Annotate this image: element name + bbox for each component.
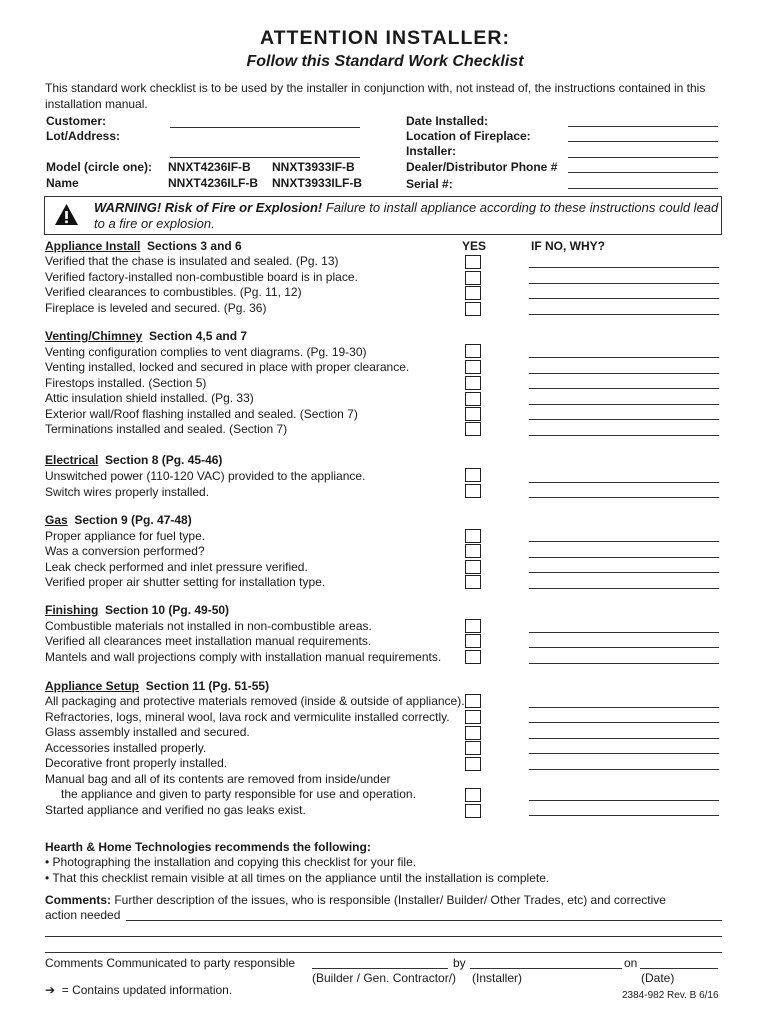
yes-checkbox[interactable] (465, 407, 481, 421)
if-no-field[interactable] (529, 388, 719, 389)
responsible-party-field[interactable] (312, 968, 448, 969)
section-heading (45, 513, 192, 527)
name-label: Name (46, 176, 79, 190)
date-installed-field[interactable] (568, 126, 718, 127)
warning-text (94, 200, 719, 232)
yes-checkbox[interactable] (465, 344, 481, 358)
section-ref: Section 10 (Pg. 49-50) (105, 603, 230, 617)
model-option[interactable]: NNXT4236IF-B (168, 160, 251, 174)
model-label: Model (circle one): (46, 160, 153, 174)
yes-checkbox[interactable] (465, 468, 481, 482)
yes-checkbox[interactable] (465, 694, 481, 708)
yes-checkbox[interactable] (465, 560, 481, 574)
checklist-item: Verified clearances to combustibles. (Pg. 11, 12) (45, 285, 302, 299)
installer-caption: (Installer) (472, 971, 523, 985)
checklist-item: Terminations installed and sealed. (Section 7) (45, 422, 288, 436)
checklist-item: Refractories, logs, mineral wool, lava rock and vermiculite installed correctly. (45, 710, 450, 724)
revision-code: 2384-982 Rev. B 6/16 (622, 990, 719, 1001)
section-ref: Section 9 (Pg. 47-48) (74, 513, 192, 527)
checklist-item: Accessories installed properly. (45, 741, 207, 755)
dealer-phone-field[interactable] (568, 172, 718, 173)
section-heading (45, 453, 222, 467)
yes-checkbox[interactable] (465, 529, 481, 543)
yes-checkbox[interactable] (465, 271, 481, 285)
section-name: Finishing (45, 603, 99, 617)
yes-checkbox[interactable] (465, 544, 481, 558)
if-no-field[interactable] (529, 435, 719, 436)
if-no-field[interactable] (529, 541, 719, 542)
checklist-item: Combustible materials not installed in non-combustible areas. (45, 619, 372, 633)
checklist-item: Proper appliance for fuel type. (45, 529, 206, 543)
yes-checkbox[interactable] (465, 422, 481, 436)
section-heading (45, 329, 247, 343)
yes-checkbox[interactable] (465, 286, 481, 300)
if-no-column-header: IF NO, WHY? (531, 239, 605, 253)
checklist-item: Decorative front properly installed. (45, 756, 228, 770)
checklist-item: Verified proper air shutter setting for installation type. (45, 575, 326, 589)
warning-icon (54, 203, 79, 226)
model-option[interactable]: NNXT4236ILF-B (168, 176, 259, 190)
section-name: Venting/Chimney (45, 329, 143, 343)
if-no-field[interactable] (529, 314, 719, 315)
checklist-item: Started appliance and verified no gas leaks exist. (45, 803, 306, 817)
yes-checkbox[interactable] (465, 392, 481, 406)
installer-field[interactable] (568, 157, 718, 158)
if-no-field[interactable] (529, 404, 719, 405)
yes-checkbox[interactable] (465, 741, 481, 755)
checklist-item: Unswitched power (110-120 VAC) provided to the appliance. (45, 469, 366, 483)
if-no-field[interactable] (529, 722, 719, 723)
comments-field[interactable] (45, 952, 722, 953)
date-installed-label: Date Installed: (406, 114, 489, 128)
yes-checkbox[interactable] (465, 650, 481, 664)
checklist-item: Fireplace is leveled and secured. (Pg. 36) (45, 301, 267, 315)
if-no-field[interactable] (529, 497, 719, 498)
recommend-bullet: • Photographing the installation and copying this checklist for your file. (45, 855, 417, 869)
checklist-item: Attic insulation shield installed. (Pg. 33) (45, 391, 254, 405)
section-ref: Section 4,5 and 7 (149, 329, 248, 343)
if-no-field[interactable] (529, 557, 719, 558)
recommend-heading: Hearth & Home Technologies recommends the following: (45, 840, 371, 854)
checklist-item: Venting configuration complies to vent diagrams. (Pg. 19-30) (45, 345, 367, 359)
arrow-icon: ➔ (45, 983, 56, 997)
checklist-item: the appliance and given to party responsible for use and operation. (61, 787, 416, 801)
checklist-item: Manual bag and all of its contents are removed from inside/under (45, 772, 391, 786)
customer-label: Customer: (46, 114, 107, 128)
lot-address-label: Lot/Address: (46, 129, 121, 143)
yes-checkbox[interactable] (465, 726, 481, 740)
location-label: Location of Fireplace: (406, 129, 531, 143)
checklist-item: All packaging and protective materials removed (inside & outside of appliance). (45, 694, 465, 708)
communicated-label: Comments Communicated to party responsible (45, 956, 296, 970)
date-caption: (Date) (641, 971, 675, 985)
yes-checkbox[interactable] (465, 619, 481, 633)
model-option[interactable]: NNXT3933IF-B (272, 160, 355, 174)
if-no-field[interactable] (529, 357, 719, 358)
serial-field[interactable] (568, 188, 718, 189)
if-no-field[interactable] (529, 419, 719, 420)
date-field[interactable] (640, 968, 718, 969)
comments-text2: action needed (45, 908, 121, 922)
checklist-item: Leak check performed and inlet pressure verified. (45, 560, 308, 574)
recommend-bullet: • That this checklist remain visible at all times on the appliance until the installation is complete. (45, 871, 550, 885)
checklist-item: Verified all clearances meet installation manual requirements. (45, 634, 372, 648)
checklist-item: Exterior wall/Roof flashing installed and sealed. (Section 7) (45, 407, 358, 421)
section-name: Electrical (45, 453, 99, 467)
section-name: Appliance Setup (45, 679, 140, 693)
if-no-field[interactable] (529, 267, 719, 268)
if-no-field[interactable] (529, 647, 719, 648)
checklist-item: Verified that the chase is insulated and sealed. (Pg. 13) (45, 254, 339, 268)
yes-checkbox[interactable] (465, 376, 481, 390)
location-field[interactable] (568, 141, 718, 142)
warning-body: Failure to install appliance according to these instructions could lead to a fire or explosion. (94, 200, 719, 231)
on-label: on (624, 956, 638, 970)
page-subtitle: Follow this Standard Work Checklist (246, 53, 524, 70)
comments-line (45, 893, 666, 907)
yes-checkbox[interactable] (465, 255, 481, 269)
checklist-item: Venting installed, locked and secured in place with proper clearance. (45, 360, 410, 374)
section-heading (45, 679, 269, 693)
yes-checkbox[interactable] (465, 634, 481, 648)
yes-checkbox[interactable] (465, 360, 481, 374)
warning-bold: WARNING! Risk of Fire or Explosion! (94, 200, 323, 215)
intro-text: This standard work checklist is to be used by the installer in conjunction with, not instead of, the instructions contained in this installation manual. (45, 81, 706, 111)
checklist-item: Switch wires properly installed. (45, 485, 210, 499)
model-option[interactable]: NNXT3933ILF-B (272, 176, 363, 190)
page-title: ATTENTION INSTALLER: (259, 27, 510, 49)
section-ref: Section 8 (Pg. 45-46) (105, 453, 223, 467)
warning-box (44, 196, 722, 235)
if-no-field[interactable] (529, 373, 719, 374)
comments-text: Further description of the issues, who is responsible (Installer/ Builder/ Other Trades, etc) and corrective (111, 893, 666, 907)
if-no-field[interactable] (529, 738, 719, 739)
checklist-item: Mantels and wall projections comply with installation manual requirements. (45, 650, 442, 664)
if-no-field[interactable] (529, 482, 719, 483)
comments-field[interactable] (45, 936, 722, 937)
yes-checkbox[interactable] (465, 757, 481, 771)
dealer-phone-label: Dealer/Distributor Phone # (406, 160, 558, 174)
by-label: by (453, 956, 466, 970)
checklist-item: Glass assembly installed and secured. (45, 725, 250, 739)
if-no-field[interactable] (529, 815, 719, 816)
if-no-field[interactable] (529, 800, 719, 801)
section-ref: Sections 3 and 6 (147, 239, 242, 253)
yes-column-header: YES (462, 239, 487, 253)
comments-label: Comments: (45, 893, 112, 907)
checklist-item: Was a conversion performed? (45, 544, 205, 558)
yes-checkbox[interactable] (465, 788, 481, 802)
section-name: Appliance Install (45, 239, 141, 253)
comments-field[interactable] (126, 920, 722, 921)
if-no-field[interactable] (529, 572, 719, 573)
if-no-field[interactable] (529, 663, 719, 664)
section-ref: Section 11 (Pg. 51-55) (145, 679, 270, 693)
installer-label: Installer: (406, 144, 457, 158)
yes-checkbox[interactable] (465, 484, 481, 498)
yes-checkbox[interactable] (465, 302, 481, 316)
checklist-item: Firestops installed. (Section 5) (45, 376, 207, 390)
if-no-field[interactable] (529, 707, 719, 708)
if-no-field[interactable] (529, 588, 719, 589)
legend-text: = Contains updated information. (61, 983, 233, 997)
footer-legend (45, 983, 232, 997)
if-no-field[interactable] (529, 769, 719, 770)
section-name: Gas (45, 513, 68, 527)
yes-checkbox[interactable] (465, 710, 481, 724)
customer-field[interactable] (170, 127, 360, 128)
if-no-field[interactable] (529, 753, 719, 754)
serial-label: Serial #: (406, 177, 453, 191)
section-heading (45, 239, 242, 253)
installer-signature-field[interactable] (470, 968, 622, 969)
if-no-field[interactable] (529, 632, 719, 633)
checklist-item: Verified factory-installed non-combustible board is in place. (45, 270, 358, 284)
yes-checkbox[interactable] (465, 804, 481, 818)
if-no-field[interactable] (529, 283, 719, 284)
builder-caption: (Builder / Gen. Contractor/) (312, 971, 457, 985)
yes-checkbox[interactable] (465, 575, 481, 589)
section-heading (45, 603, 229, 617)
lot-address-field[interactable] (170, 157, 360, 158)
if-no-field[interactable] (529, 298, 719, 299)
